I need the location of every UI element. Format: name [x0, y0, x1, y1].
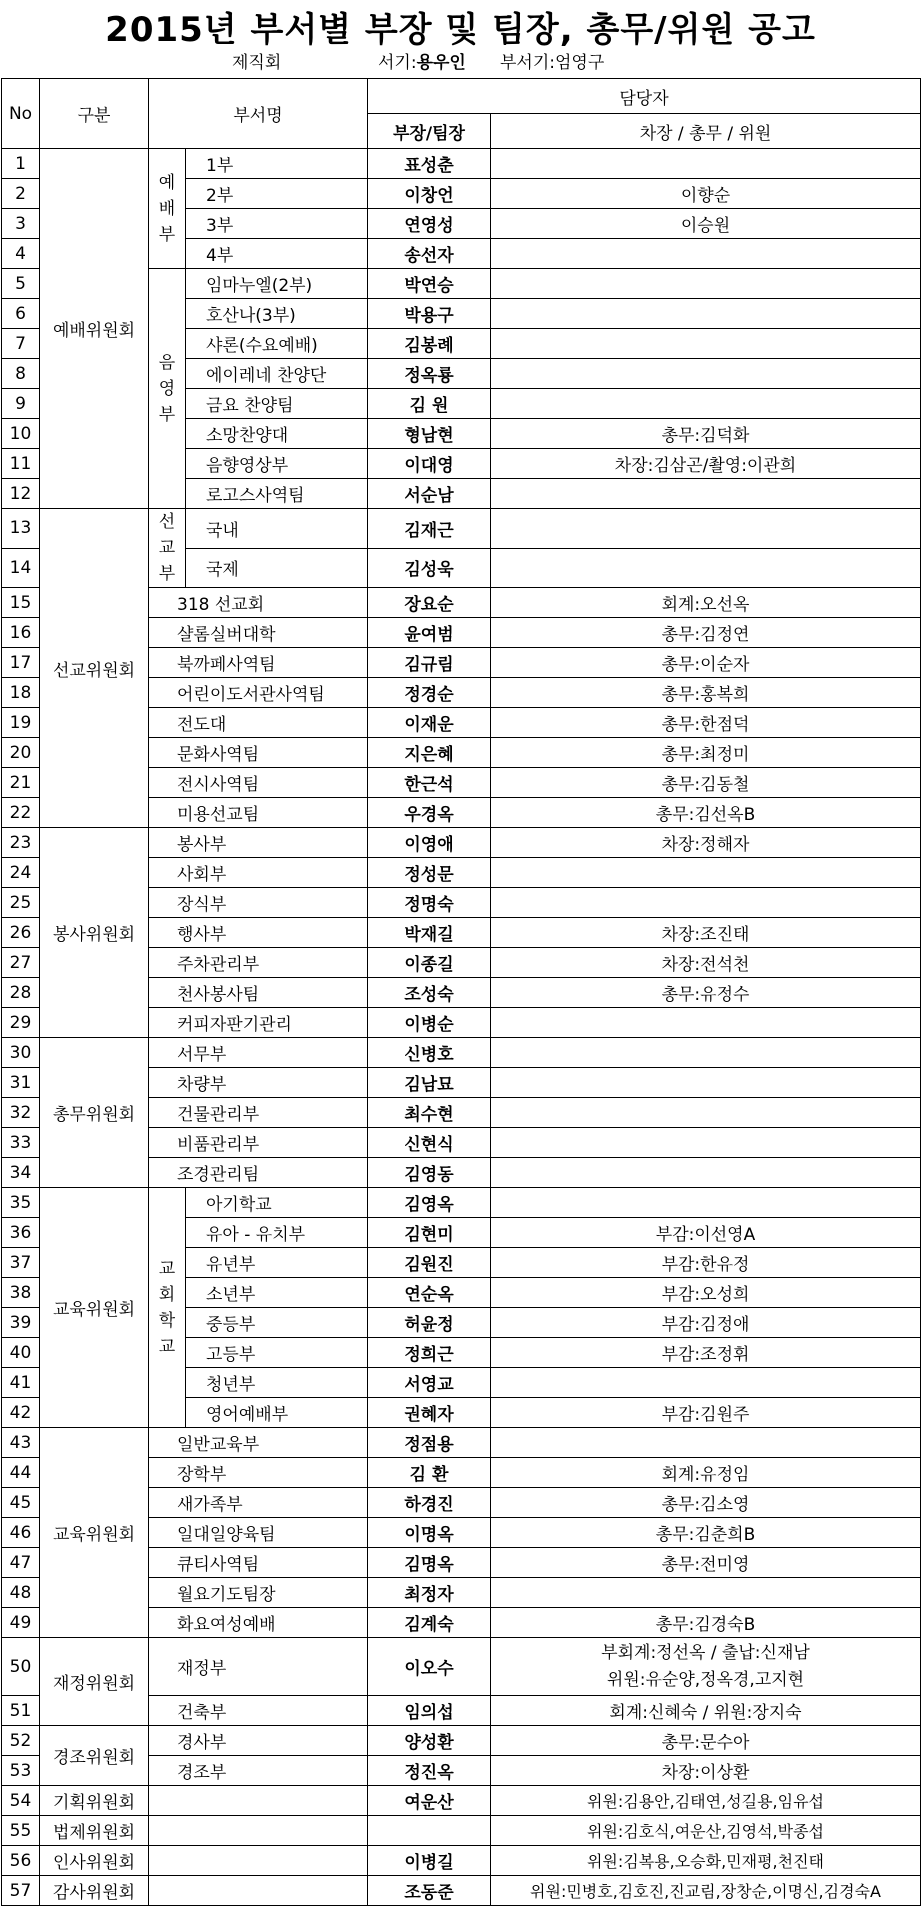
head-name: 박용구 [368, 299, 491, 329]
department-name: 전도대 [149, 708, 368, 738]
head-name: 최수현 [368, 1098, 491, 1128]
row-no: 56 [2, 1846, 40, 1876]
department-name: 샬롬실버대학 [149, 618, 368, 648]
row-no: 53 [2, 1756, 40, 1786]
department-name: 미용선교팀 [149, 798, 368, 828]
row-no: 4 [2, 239, 40, 269]
staff-cell: 회계:신혜숙 / 위원:장지숙 [491, 1696, 921, 1726]
department-name [149, 1816, 368, 1846]
row-no: 52 [2, 1726, 40, 1756]
row-no: 50 [2, 1638, 40, 1696]
row-no: 33 [2, 1128, 40, 1158]
department-name: 샤론(수요예배) [186, 329, 368, 359]
staff-cell [491, 1158, 921, 1188]
sub-department-char: 교 [158, 538, 176, 558]
department-name: 문화사역팀 [149, 738, 368, 768]
department-name: 서무부 [149, 1038, 368, 1068]
table-row [2, 1786, 921, 1816]
department-name: 금요 찬양팀 [186, 389, 368, 419]
table-row [2, 1038, 921, 1068]
head-name: 이병순 [368, 1008, 491, 1038]
row-no: 48 [2, 1578, 40, 1608]
staff-cell: 총무:문수아 [491, 1726, 921, 1756]
committee-cell: 봉사위원회 [40, 828, 149, 1038]
staff-cell: 이승원 [491, 209, 921, 239]
staff-cell: 위원:민병호,김호진,진교림,장창순,이명신,김경숙A [491, 1876, 921, 1906]
head-name: 임의섭 [368, 1696, 491, 1726]
table-row [2, 149, 921, 179]
head-name: 서영교 [368, 1368, 491, 1398]
staff-cell [491, 1038, 921, 1068]
staff-cell: 부감:이선영A [491, 1218, 921, 1248]
row-no: 5 [2, 269, 40, 299]
sub-department-char: 영 [158, 378, 176, 399]
header-in-charge: 담당자 [368, 79, 921, 114]
staff-cell: 차장:김삼곤/촬영:이관희 [491, 449, 921, 479]
staff-cell [491, 389, 921, 419]
staff-cell: 차장:정해자 [491, 828, 921, 858]
staff-cell: 총무:김선옥B [491, 798, 921, 828]
head-name: 표성춘 [368, 149, 491, 179]
staff-cell [491, 1428, 921, 1458]
row-no: 29 [2, 1008, 40, 1038]
header-category: 구분 [40, 79, 149, 149]
department-name: 소망찬양대 [186, 419, 368, 449]
head-name: 이명옥 [368, 1518, 491, 1548]
head-name: 지은혜 [368, 738, 491, 768]
department-name: 조경관리팀 [149, 1158, 368, 1188]
department-name: 주차관리부 [149, 948, 368, 978]
row-no: 25 [2, 888, 40, 918]
header-department: 부서명 [149, 79, 368, 149]
department-name [149, 1876, 368, 1906]
sub-department-char: 부 [158, 564, 176, 584]
department-name: 에이레네 찬양단 [186, 359, 368, 389]
head-name: 김명옥 [368, 1548, 491, 1578]
head-name: 정점용 [368, 1428, 491, 1458]
staff-cell: 부감:김정애 [491, 1308, 921, 1338]
head-name: 이재운 [368, 708, 491, 738]
head-name: 정희근 [368, 1338, 491, 1368]
department-name [149, 1846, 368, 1876]
sub-department-char: 학 [158, 1310, 176, 1331]
row-no: 36 [2, 1218, 40, 1248]
head-name: 이창언 [368, 179, 491, 209]
staff-cell [491, 548, 921, 588]
table-row [2, 1846, 921, 1876]
department-name: 커피자판기관리 [149, 1008, 368, 1038]
row-no: 44 [2, 1458, 40, 1488]
head-name: 김성욱 [368, 548, 491, 588]
department-name: 일대일양육팀 [149, 1518, 368, 1548]
row-no: 49 [2, 1608, 40, 1638]
row-no: 41 [2, 1368, 40, 1398]
head-name: 김원진 [368, 1248, 491, 1278]
row-no: 57 [2, 1876, 40, 1906]
department-name: 소년부 [186, 1278, 368, 1308]
row-no: 54 [2, 1786, 40, 1816]
department-name: 어린이도서관사역팀 [149, 678, 368, 708]
head-name: 김 환 [368, 1458, 491, 1488]
staff-cell: 부감:김원주 [491, 1398, 921, 1428]
staff-cell [491, 269, 921, 299]
row-no: 1 [2, 149, 40, 179]
department-name: 2부 [186, 179, 368, 209]
staff-cell: 총무:유정수 [491, 978, 921, 1008]
secretary-name: 용우인 [416, 53, 466, 73]
head-name: 우경옥 [368, 798, 491, 828]
row-no: 39 [2, 1308, 40, 1338]
head-name: 김 원 [368, 389, 491, 419]
sub-department-char: 부 [158, 404, 176, 425]
staff-cell [491, 1128, 921, 1158]
head-name: 김영옥 [368, 1188, 491, 1218]
row-no: 51 [2, 1696, 40, 1726]
sub-department-cell [149, 269, 186, 509]
staff-cell [491, 359, 921, 389]
department-name: 고등부 [186, 1338, 368, 1368]
head-name: 연영성 [368, 209, 491, 239]
department-name: 국내 [186, 509, 368, 549]
staff-cell: 회계:유정임 [491, 1458, 921, 1488]
staff-cell: 총무:최정미 [491, 738, 921, 768]
sub-department-char: 음 [158, 352, 176, 373]
head-name: 박연승 [368, 269, 491, 299]
sub-department-char: 부 [158, 224, 176, 245]
staff-cell [491, 888, 921, 918]
staff-cell: 부감:조정휘 [491, 1338, 921, 1368]
sub-department-char: 예 [158, 172, 176, 193]
committee-cell: 경조위원회 [40, 1726, 149, 1786]
table-row [2, 509, 921, 549]
table-row [2, 1638, 921, 1696]
sub-department-char: 교 [158, 1258, 176, 1279]
header-no: No [2, 79, 40, 149]
row-no: 43 [2, 1428, 40, 1458]
row-no: 10 [2, 419, 40, 449]
committee-cell: 감사위원회 [40, 1876, 149, 1906]
staff-cell: 위원:김호식,여운산,김영석,박종섭 [491, 1816, 921, 1846]
committee-cell: 총무위원회 [40, 1038, 149, 1188]
row-no: 46 [2, 1518, 40, 1548]
department-name: 차량부 [149, 1068, 368, 1098]
department-name: 경사부 [149, 1726, 368, 1756]
row-no: 45 [2, 1488, 40, 1518]
department-name: 천사봉사팀 [149, 978, 368, 1008]
row-no: 18 [2, 678, 40, 708]
row-no: 37 [2, 1248, 40, 1278]
department-name: 월요기도팀장 [149, 1578, 368, 1608]
head-name: 신병호 [368, 1038, 491, 1068]
row-no: 31 [2, 1068, 40, 1098]
row-no: 12 [2, 479, 40, 509]
row-no: 16 [2, 618, 40, 648]
department-name: 임마누엘(2부) [186, 269, 368, 299]
head-name: 조성숙 [368, 978, 491, 1008]
committee-cell: 기획위원회 [40, 1786, 149, 1816]
head-name: 서순남 [368, 479, 491, 509]
row-no: 17 [2, 648, 40, 678]
staff-cell: 총무:전미영 [491, 1548, 921, 1578]
department-name: 로고스사역팀 [186, 479, 368, 509]
committee-cell: 교육위원회 [40, 1428, 149, 1638]
sub-department-char: 회 [158, 1284, 176, 1305]
staff-line: 부회계:정선옥 / 출납:신재남 [601, 1642, 810, 1663]
head-name: 이영애 [368, 828, 491, 858]
department-name: 새가족부 [149, 1488, 368, 1518]
head-name [368, 1816, 491, 1846]
head-name: 정명숙 [368, 888, 491, 918]
head-name: 이병길 [368, 1846, 491, 1876]
department-name: 전시사역팀 [149, 768, 368, 798]
head-name: 김현미 [368, 1218, 491, 1248]
staff-line: 위원:유순양,정옥경,고지현 [606, 1669, 805, 1690]
staff-cell [491, 1068, 921, 1098]
department-name: 중등부 [186, 1308, 368, 1338]
row-no: 55 [2, 1816, 40, 1846]
row-no: 42 [2, 1398, 40, 1428]
sub-department-char: 배 [158, 198, 176, 219]
head-name: 정옥룡 [368, 359, 491, 389]
row-no: 11 [2, 449, 40, 479]
head-name: 한근석 [368, 768, 491, 798]
staff-cell: 총무:김춘희B [491, 1518, 921, 1548]
row-no: 3 [2, 209, 40, 239]
department-name: 장식부 [149, 888, 368, 918]
head-name: 신현식 [368, 1128, 491, 1158]
head-name: 허윤정 [368, 1308, 491, 1338]
row-no: 20 [2, 738, 40, 768]
row-no: 30 [2, 1038, 40, 1068]
department-name: 318 선교회 [149, 588, 368, 618]
page-title: 2015년 부서별 부장 및 팀장, 총무/위원 공고 [105, 10, 816, 50]
sub-department-char: 선 [158, 512, 176, 532]
department-name: 국제 [186, 548, 368, 588]
row-no: 24 [2, 858, 40, 888]
head-name: 연순옥 [368, 1278, 491, 1308]
department-name: 북까페사역팀 [149, 648, 368, 678]
staff-cell: 총무:김소영 [491, 1488, 921, 1518]
row-no: 2 [2, 179, 40, 209]
staff-cell [491, 1098, 921, 1128]
department-name: 장학부 [149, 1458, 368, 1488]
department-name: 아기학교 [186, 1188, 368, 1218]
head-name: 이오수 [368, 1638, 491, 1696]
department-name: 유아 - 유치부 [186, 1218, 368, 1248]
staff-cell: 부감:오성희 [491, 1278, 921, 1308]
department-name: 비품관리부 [149, 1128, 368, 1158]
row-no: 23 [2, 828, 40, 858]
staff-cell [491, 329, 921, 359]
department-name: 봉사부 [149, 828, 368, 858]
department-name: 화요여성예배 [149, 1608, 368, 1638]
department-name [149, 1786, 368, 1816]
row-no: 47 [2, 1548, 40, 1578]
head-name: 이대영 [368, 449, 491, 479]
staff-cell [491, 239, 921, 269]
row-no: 28 [2, 978, 40, 1008]
row-no: 7 [2, 329, 40, 359]
staff-cell: 총무:김동철 [491, 768, 921, 798]
department-name: 큐티사역팀 [149, 1548, 368, 1578]
assignment-table [1, 78, 921, 1906]
row-no: 22 [2, 798, 40, 828]
department-name: 4부 [186, 239, 368, 269]
staff-cell: 차장:조진태 [491, 918, 921, 948]
staff-cell: 차장:전석천 [491, 948, 921, 978]
department-name: 사회부 [149, 858, 368, 888]
head-name: 김영동 [368, 1158, 491, 1188]
row-no: 14 [2, 548, 40, 588]
head-name: 하경진 [368, 1488, 491, 1518]
staff-cell [491, 1368, 921, 1398]
row-no: 13 [2, 509, 40, 549]
staff-cell [491, 1638, 921, 1696]
committee-cell: 재정위원회 [40, 1638, 149, 1726]
staff-cell [491, 509, 921, 549]
department-name: 재정부 [149, 1638, 368, 1696]
head-name: 정진옥 [368, 1756, 491, 1786]
department-name: 유년부 [186, 1248, 368, 1278]
sub-department-char: 교 [158, 1336, 176, 1357]
head-name: 장요순 [368, 588, 491, 618]
secretary [378, 48, 466, 73]
department-name: 1부 [186, 149, 368, 179]
staff-cell: 총무:이순자 [491, 648, 921, 678]
department-name: 건축부 [149, 1696, 368, 1726]
secretary-label: 서기: [378, 53, 417, 73]
table-row [2, 1726, 921, 1756]
staff-cell [491, 299, 921, 329]
staff-cell: 회계:오선옥 [491, 588, 921, 618]
sub-department-cell [149, 1188, 186, 1428]
staff-cell: 이향순 [491, 179, 921, 209]
row-no: 27 [2, 948, 40, 978]
header-head: 부장/팀장 [368, 114, 491, 149]
row-no: 35 [2, 1188, 40, 1218]
row-no: 21 [2, 768, 40, 798]
staff-cell: 위원:김용안,김태연,성길용,임유섭 [491, 1786, 921, 1816]
row-no: 9 [2, 389, 40, 419]
staff-cell [491, 858, 921, 888]
row-no: 15 [2, 588, 40, 618]
head-name: 윤여범 [368, 618, 491, 648]
row-no: 40 [2, 1338, 40, 1368]
committee-cell: 선교위원회 [40, 509, 149, 828]
department-name: 행사부 [149, 918, 368, 948]
staff-cell: 차장:이상환 [491, 1756, 921, 1786]
department-name: 3부 [186, 209, 368, 239]
table-row [2, 828, 921, 858]
table-row [2, 1428, 921, 1458]
row-no: 8 [2, 359, 40, 389]
staff-cell: 총무:김정연 [491, 618, 921, 648]
head-name: 정성문 [368, 858, 491, 888]
staff-cell: 총무:홍복희 [491, 678, 921, 708]
staff-cell: 총무:한점덕 [491, 708, 921, 738]
staff-cell [491, 149, 921, 179]
staff-cell [491, 1188, 921, 1218]
staff-cell [491, 1008, 921, 1038]
department-name: 일반교육부 [149, 1428, 368, 1458]
committee-cell: 인사위원회 [40, 1846, 149, 1876]
row-no: 26 [2, 918, 40, 948]
header-staff: 차장 / 총무 / 위원 [491, 114, 921, 149]
head-name: 이종길 [368, 948, 491, 978]
row-no: 32 [2, 1098, 40, 1128]
committee-cell: 교육위원회 [40, 1188, 149, 1428]
table-row [2, 1816, 921, 1846]
assistant-secretary: 부서기:엄영구 [500, 53, 605, 73]
department-name: 영어예배부 [186, 1398, 368, 1428]
department-name: 호산나(3부) [186, 299, 368, 329]
staff-cell: 부감:한유정 [491, 1248, 921, 1278]
staff-cell: 총무:김경숙B [491, 1608, 921, 1638]
head-name: 권혜자 [368, 1398, 491, 1428]
head-name: 박재길 [368, 918, 491, 948]
head-name: 조동준 [368, 1876, 491, 1906]
head-name: 김재근 [368, 509, 491, 549]
row-no: 19 [2, 708, 40, 738]
sub-department-cell [149, 149, 186, 269]
head-name: 김계숙 [368, 1608, 491, 1638]
staff-cell [491, 1578, 921, 1608]
head-name: 양성환 [368, 1726, 491, 1756]
head-name: 정경순 [368, 678, 491, 708]
committee-cell: 법제위원회 [40, 1816, 149, 1846]
department-name: 건물관리부 [149, 1098, 368, 1128]
sub-department-cell [149, 509, 186, 588]
table-row [2, 1188, 921, 1218]
department-name: 청년부 [186, 1368, 368, 1398]
head-name: 여운산 [368, 1786, 491, 1816]
head-name: 최정자 [368, 1578, 491, 1608]
row-no: 6 [2, 299, 40, 329]
row-no: 38 [2, 1278, 40, 1308]
table-row [2, 1876, 921, 1906]
department-name: 경조부 [149, 1756, 368, 1786]
staff-cell [491, 479, 921, 509]
head-name: 형남현 [368, 419, 491, 449]
committee-cell: 예배위원회 [40, 149, 149, 509]
head-name: 김남묘 [368, 1068, 491, 1098]
org-label: 제직회 [232, 53, 282, 73]
department-name: 음향영상부 [186, 449, 368, 479]
head-name: 김봉례 [368, 329, 491, 359]
head-name: 김규림 [368, 648, 491, 678]
head-name: 송선자 [368, 239, 491, 269]
staff-cell: 위원:김복용,오승화,민재평,천진태 [491, 1846, 921, 1876]
staff-cell: 총무:김덕화 [491, 419, 921, 449]
row-no: 34 [2, 1158, 40, 1188]
